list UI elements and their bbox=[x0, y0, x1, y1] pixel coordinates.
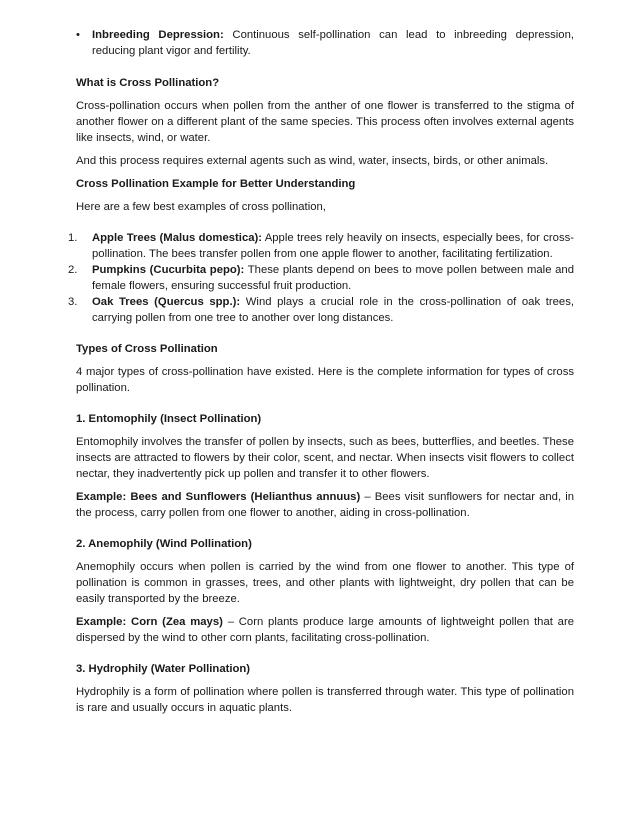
list-item-text: These plants depend on bees to move pollen between male and female flowers, ensuring successful fruit production. bbox=[92, 264, 574, 292]
paragraph-hydrophily: Hydrophily is a form of pollination where pollen is transferred through water. This type of pollination is rare and usually occurs in aquatic plants. bbox=[76, 686, 574, 714]
paragraph-external-agents: And this process requires external agents such as wind, water, insects, birds, or other animals. bbox=[76, 155, 549, 167]
example-term: Example: Corn (Zea mays) bbox=[76, 616, 223, 628]
list-item-text: Apple trees rely heavily on insects, especially bees, for cross-pollination. The bees transfer pollen from one apple flower to another, facilitating fertilization. bbox=[92, 232, 574, 260]
example-text: – Corn plants produce large amounts of lightweight pollen that are dispersed by the wind to other corn plants, facilitating cross-pollination. bbox=[76, 616, 575, 644]
list-item-text: Wind plays a crucial role in the cross-pollination of oak trees, carrying pollen from one tree to another over long distances. bbox=[92, 296, 574, 324]
list-item-term: Pumpkins (Cucurbita pepo): bbox=[92, 264, 245, 276]
list-item bbox=[68, 294, 574, 326]
paragraph-definition: Cross-pollination occurs when pollen from the anther of one flower is transferred to the stigma of another flower on a different plant of the same species. This process often involves external agents like insects, wind, or water. bbox=[76, 100, 574, 144]
heading-hydrophily: 3. Hydrophily (Water Pollination) bbox=[76, 663, 251, 675]
list-item-term: Oak Trees (Quercus spp.): bbox=[92, 296, 241, 308]
list-number: 2. bbox=[68, 264, 78, 276]
bullet-inbreeding-depression bbox=[76, 27, 574, 59]
example-term: Example: Bees and Sunflowers (Helianthus annuus) bbox=[76, 491, 361, 503]
list-number: 3. bbox=[68, 296, 78, 308]
paragraph-anemophily: Anemophily occurs when pollen is carried by the wind from one flower to another. This type of pollination is common in grasses, trees, and other plants with lightweight, dry pollen that can be easily transported by the breeze. bbox=[76, 561, 574, 605]
heading-types: Types of Cross Pollination bbox=[76, 343, 218, 355]
list-item bbox=[68, 230, 574, 262]
paragraph-examples-intro: Here are a few best examples of cross pollination, bbox=[76, 201, 326, 213]
bullet-dot: • bbox=[76, 29, 80, 41]
list-item-term: Apple Trees (Malus domestica): bbox=[92, 232, 263, 244]
examples-list bbox=[68, 230, 574, 326]
list-number: 1. bbox=[68, 232, 78, 244]
heading-anemophily: 2. Anemophily (Wind Pollination) bbox=[76, 538, 252, 550]
heading-entomophily: 1. Entomophily (Insect Pollination) bbox=[76, 413, 262, 425]
bullet-term: Inbreeding Depression: bbox=[92, 29, 224, 41]
heading-examples: Cross Pollination Example for Better Understanding bbox=[76, 178, 356, 190]
heading-what-is-cross-pollination: What is Cross Pollination? bbox=[76, 77, 220, 89]
paragraph-entomophily: Entomophily involves the transfer of pollen by insects, such as bees, butterflies, and beetles. These insects are attracted to flowers by their color, scent, and nectar. When insects visit flowers to collect nectar, they inadvertently pick up pollen and transfer it to other flowers. bbox=[76, 436, 574, 480]
paragraph-entomophily-example bbox=[76, 489, 574, 521]
paragraph-anemophily-example bbox=[76, 614, 574, 646]
list-item bbox=[68, 262, 574, 294]
bullet-text: Continuous self-pollination can lead to inbreeding depression, reducing plant vigor and fertility. bbox=[92, 29, 575, 57]
example-text: – Bees visit sunflowers for nectar and, in the process, carry pollen from one flower to another, aiding in cross-pollination. bbox=[76, 491, 574, 519]
paragraph-types-intro: 4 major types of cross-pollination have existed. Here is the complete information for types of cross pollination. bbox=[76, 366, 574, 394]
